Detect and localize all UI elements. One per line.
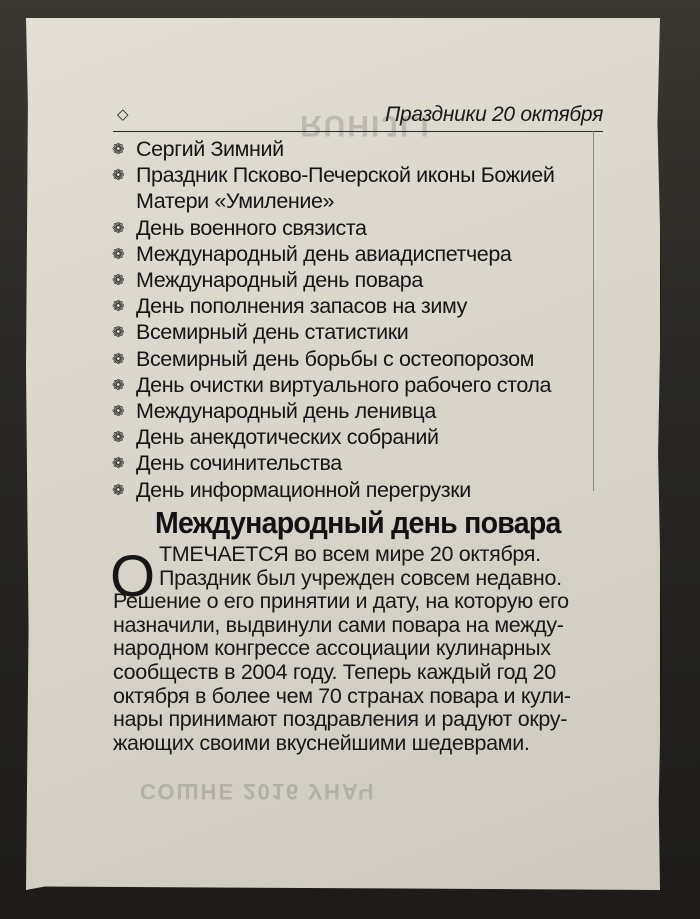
clover-bullet-icon: ❁ xyxy=(112,271,125,290)
clover-bullet-icon: ❁ xyxy=(112,218,125,237)
list-item: ❁ День информационной перегрузки xyxy=(112,477,471,502)
bleed-through-text: RUHIJLI xyxy=(300,109,431,142)
article-line: ТМЕЧАЕТСЯ во всем мире 20 октября. xyxy=(159,542,541,566)
list-item: ❁ День анекдотических собраний xyxy=(112,425,439,450)
list-item: ❁ День очистки виртуального рабочего стола xyxy=(112,372,552,397)
clover-bullet-icon: ❁ xyxy=(112,349,125,368)
drop-cap: О xyxy=(110,544,156,609)
clover-bullet-icon: ❁ xyxy=(112,480,125,499)
list-item: ❁ Международный день ленивца xyxy=(112,399,436,424)
article-body xyxy=(113,543,608,755)
article-line: Решение о его принятии и дату, на которую его xyxy=(113,589,569,614)
holidays-header-title: Праздники 20 октября xyxy=(385,103,603,126)
article-line: Праздник был учрежден совсем недавно. xyxy=(159,565,562,590)
clover-bullet-icon: ❁ xyxy=(112,402,125,421)
clover-bullet-icon: ❁ xyxy=(112,244,125,263)
article-line: жающих своими вкуснейшими шедеврами. xyxy=(113,730,530,755)
list-item: ❁ Всемирный день борьбы с остеопорозом xyxy=(112,346,535,371)
holidays-header xyxy=(113,103,603,132)
clover-bullet-icon: ❁ xyxy=(112,166,125,185)
clover-bullet-icon: ❁ xyxy=(112,140,125,158)
list-item: ❁ День военного связиста xyxy=(112,215,367,240)
holidays-list xyxy=(112,136,612,503)
clover-bullet-icon: ❁ xyxy=(112,454,125,473)
list-item: ❁ Международный день авиадиспетчера xyxy=(112,241,512,266)
list-item: ❁ День сочинительства xyxy=(112,451,342,476)
clover-bullet-icon: ❁ xyxy=(112,428,125,447)
article-title: Международный день повара xyxy=(155,505,561,540)
article-line: сообществ в 2004 году. Теперь каждый год 20 xyxy=(113,659,556,684)
list-item: ❁ Всемирный день статистики xyxy=(112,320,409,345)
clover-bullet-icon: ❁ xyxy=(112,323,125,342)
clover-bullet-icon: ❁ xyxy=(112,297,125,316)
list-item: ❁ День пополнения запасов на зиму xyxy=(112,294,467,319)
list-item: ❁ Международный день повара xyxy=(112,268,423,293)
article-line: народном конгрессе ассоциации кулинарных xyxy=(113,636,551,661)
bleed-through-text: СОШНЕ 2016 УНАЧ xyxy=(140,779,376,804)
clover-bullet-icon: ❁ xyxy=(112,375,125,394)
diamond-icon: ◇ xyxy=(117,105,129,123)
article-line: нары принимают поздравления и радуют окру- xyxy=(113,707,568,732)
list-item: ❁ Сергий Зимний xyxy=(112,137,284,161)
article-line: октября в более чем 70 странах повара и кули- xyxy=(113,683,571,708)
list-item: ❁ Праздник Псково-Печерской иконы Божией Матери «Умиление» xyxy=(112,163,555,214)
article-line: назначили, выдвинули сами повара на между- xyxy=(113,612,564,637)
